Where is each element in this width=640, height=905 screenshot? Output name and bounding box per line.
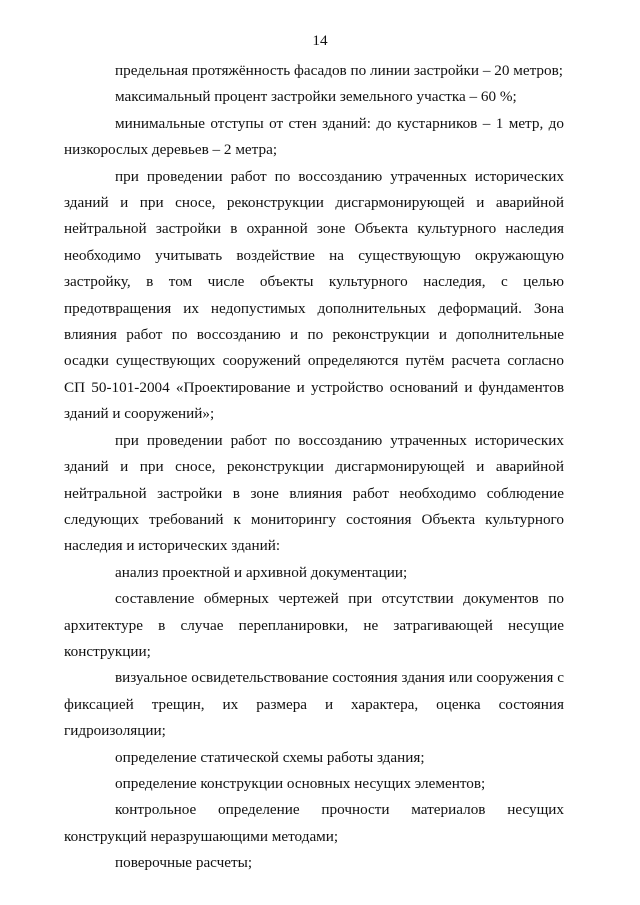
paragraph-building-percentage: максимальный процент застройки земельного участка – 60 %; — [115, 88, 517, 106]
list-item-strength-testing: контрольное определение прочности материалов несущих конструкций неразрушающими методами; — [64, 801, 564, 845]
list-item-visual-inspection: визуальное освидетельствование состояния здания или сооружения с фиксацией трещин, их размера и характера, оценка состояния гидроизоляции; — [64, 669, 564, 740]
list-item-verification-calculations: поверочные расчеты; — [115, 854, 253, 872]
list-item-load-bearing-elements: определение конструкции основных несущих элементов; — [115, 774, 486, 792]
paragraph-protected-zone-works: при проведении работ по воссозданию утраченных исторических зданий и при сносе, реконструкции дисгармонирующей и аварийной нейтральной застройки в охранной зоне Объекта культурного наследия необходимо учитывать воздействие на существующую окружающую застройку, в том числе объекты культурного наследия, с целью предотвращения их недопустимых дополнительных деформаций. Зона влияния работ по воссозданию и по реконструкции и дополнительные осадки существующих сооружений определяются путём расчета согласно СП 50-101-2004 «Проектирование и устройство оснований и фундаментов зданий и сооружений»; — [64, 167, 564, 423]
paragraph-monitoring-requirements: при проведении работ по воссозданию утраченных исторических зданий и при сносе, реконструкции дисгармонирующей и аварийной нейтральной застройки в зоне влияния работ необходимо соблюдение следующих требований к мониторингу состояния Объекта культурного наследия и исторических зданий: — [64, 431, 564, 555]
paragraph-facade-length: предельная протяжённость фасадов по линии застройки – 20 метров; — [115, 62, 563, 79]
list-item-document-analysis: анализ проектной и архивной документации; — [115, 563, 408, 581]
document-body — [64, 58, 564, 877]
paragraph-setbacks: минимальные отступы от стен зданий: до кустарников – 1 метр, до низкорослых деревьев – 2 метра; — [64, 114, 564, 159]
list-item-measurement-drawings: составление обмерных чертежей при отсутствии документов по архитектуре в случае перепланировки, не затрагивающей несущие конструкции; — [64, 590, 564, 660]
list-item-static-scheme: определение статической схемы работы здания; — [115, 748, 425, 766]
page-number: 14 — [312, 32, 328, 49]
